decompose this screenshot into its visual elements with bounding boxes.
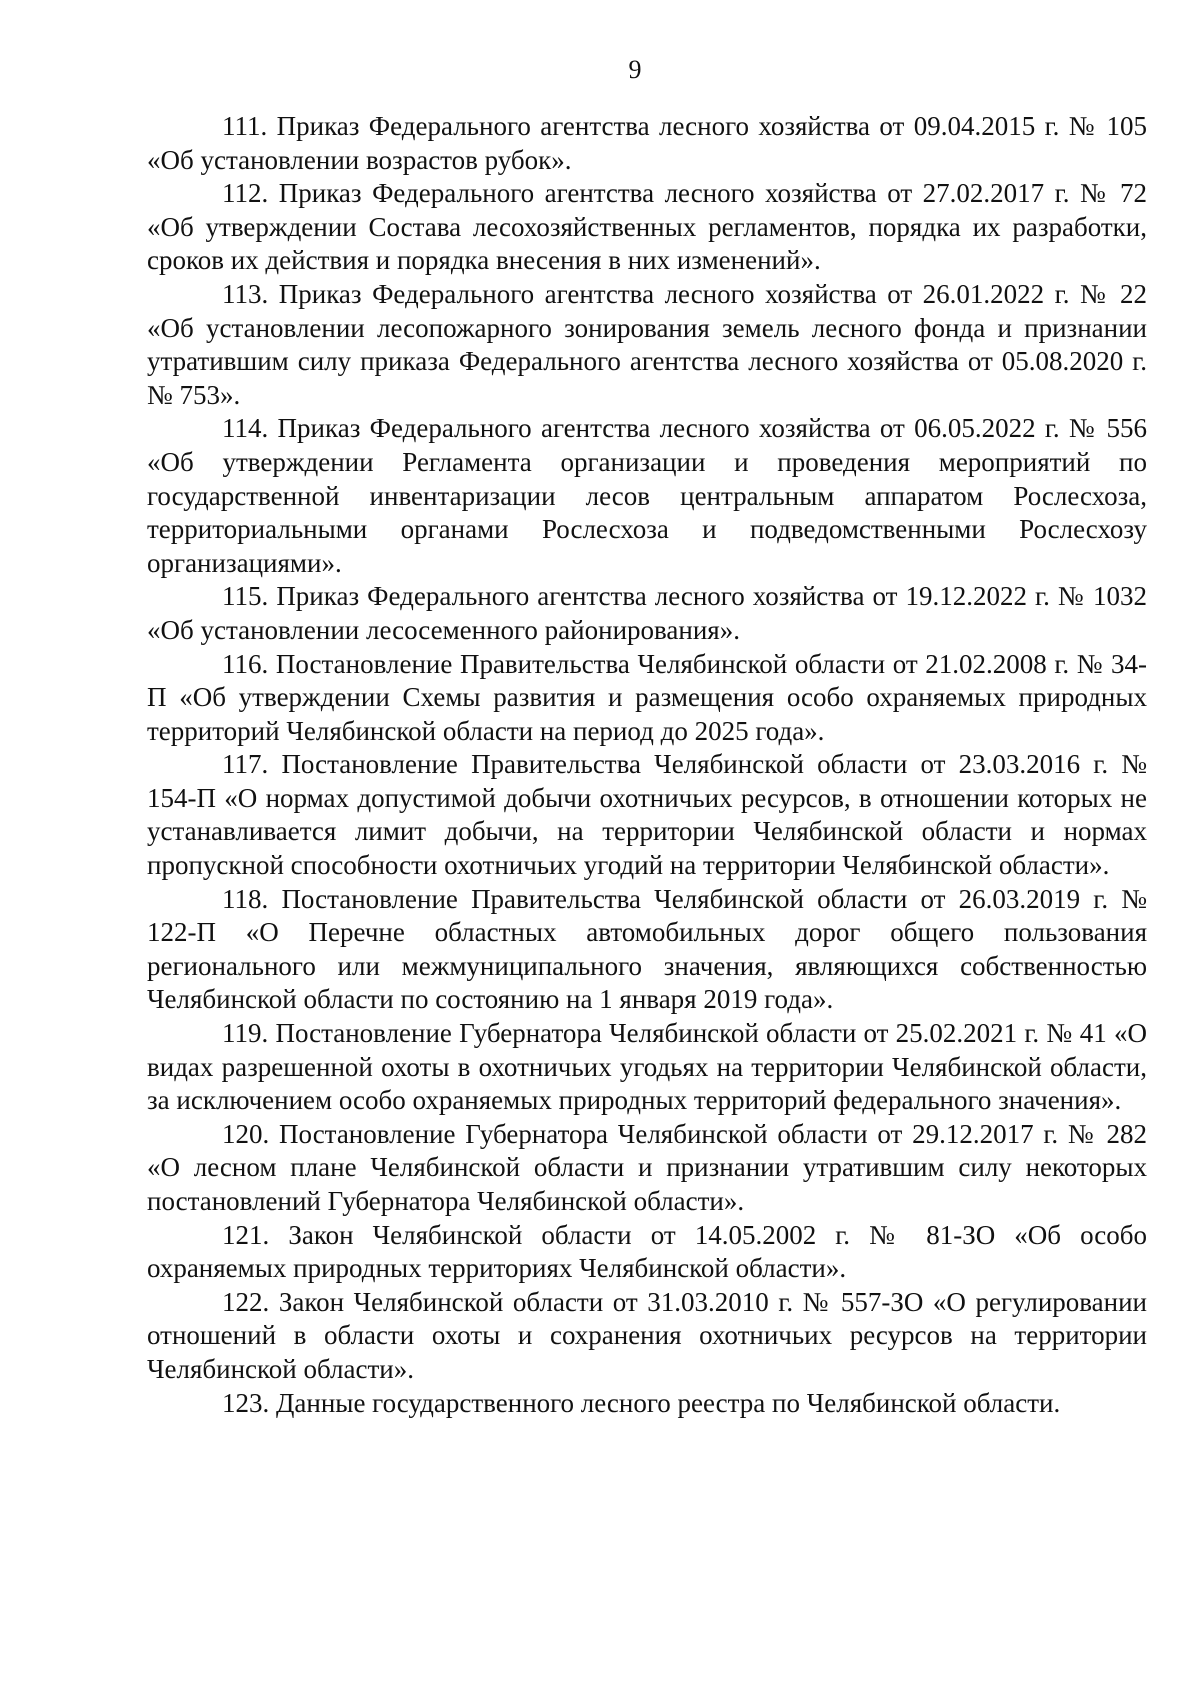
item-text: Постановление Губернатора Челябинской области от 29.12.2017 г. № 282 «О лесном плане Челябинской области и признании утратившим силу некоторых постановлений Губернатора Челябинской области». — [147, 1118, 1147, 1216]
item-number: 123. — [222, 1387, 270, 1418]
item-number: 116. — [222, 648, 269, 679]
item-number: 113. — [222, 278, 269, 309]
list-item — [147, 748, 1147, 882]
list-item — [147, 1219, 1147, 1286]
list-item — [147, 580, 1147, 647]
item-text: Закон Челябинской области от 14.05.2002 г. № 81-ЗО «Об особо охраняемых природных территориях Челябинской области». — [147, 1219, 1147, 1284]
item-text: Приказ Федерального агентства лесного хозяйства от 19.12.2022 г. № 1032 «Об установлении лесосеменного районирования». — [147, 581, 1147, 645]
item-number: 114. — [222, 413, 269, 444]
item-text: Приказ Федерального агентства лесного хозяйства от 09.04.2015 г. № 105 «Об установлении возрастов рубок». — [147, 111, 1147, 175]
list-item — [147, 1118, 1147, 1219]
item-number: 112. — [222, 178, 269, 209]
list-item — [147, 412, 1147, 580]
item-text: Постановление Правительства Челябинской области от 21.02.2008 г. № 34-П «Об утверждении Схемы развития и размещения особо охраняемых природных территорий Челябинской области на период до 2025 года». — [147, 648, 1148, 746]
item-text: Приказ Федерального агентства лесного хозяйства от 27.02.2017 г. № 72 «Об утверждении Состава лесохозяйственных регламентов, порядка их разработки, сроков их действия и порядка внесения в них изменений». — [147, 178, 1147, 276]
item-number: 121. — [222, 1219, 270, 1250]
list-item — [147, 1387, 1147, 1421]
item-text: Приказ Федерального агентства лесного хозяйства от 26.01.2022 г. № 22 «Об установлении лесопожарного зонирования земель лесного фонда и признании утратившим силу приказа Федерального агентства лесного хозяйства от 05.08.2020 г. № 753». — [147, 278, 1147, 410]
item-number: 115. — [222, 581, 269, 612]
list-item — [147, 883, 1147, 1017]
item-text: Постановление Губернатора Челябинской области от 25.02.2021 г. № 41 «О видах разрешенной охоты в охотничьих угодьях на территории Челябинской области, за исключением особо охраняемых природных территорий федерального значения». — [147, 1018, 1147, 1116]
item-number: 119. — [222, 1018, 269, 1049]
list-item — [147, 278, 1147, 412]
item-text: Постановление Правительства Челябинской области от 23.03.2016 г. № 154-П «О нормах допустимой добычи охотничьих ресурсов, в отношении которых не устанавливается лимит добычи, на территории Челябинской области и нормах пропускной способности охотничьих угодий на территории Челябинской области». — [147, 749, 1148, 881]
list-item — [147, 1286, 1147, 1387]
item-text: Закон Челябинской области от 31.03.2010 г. № 557-ЗО «О регулировании отношений в области охоты и сохранения охотничьих ресурсов на территории Челябинской области». — [147, 1286, 1148, 1384]
list-item — [147, 1017, 1147, 1118]
item-text: Постановление Правительства Челябинской области от 26.03.2019 г. № 122-П «О Перечне областных автомобильных дорог общего пользования регионального или межмуниципального значения, являющихся собственностью Челябинской области по состоянию на 1 января 2019 года». — [147, 883, 1148, 1015]
item-text: Приказ Федерального агентства лесного хозяйства от 06.05.2022 г. № 556 «Об утверждении Регламента организации и проведения мероприятий по государственной инвентаризации лесов центральным аппаратом Рослесхоза, территориальными органами Рослесхоза и подведомственными Рослесхозу организациями». — [147, 413, 1148, 578]
item-text: Данные государственного лесного реестра по Челябинской области. — [276, 1387, 1061, 1418]
reference-list — [147, 110, 1147, 1420]
item-number: 120. — [222, 1118, 270, 1149]
item-number: 117. — [222, 749, 269, 780]
item-number: 111. — [222, 111, 268, 141]
page-number: 9 — [628, 55, 642, 84]
item-number: 122. — [222, 1286, 270, 1317]
list-item — [147, 110, 1147, 177]
list-item — [147, 648, 1147, 749]
item-number: 118. — [222, 883, 269, 914]
list-item — [147, 177, 1147, 278]
